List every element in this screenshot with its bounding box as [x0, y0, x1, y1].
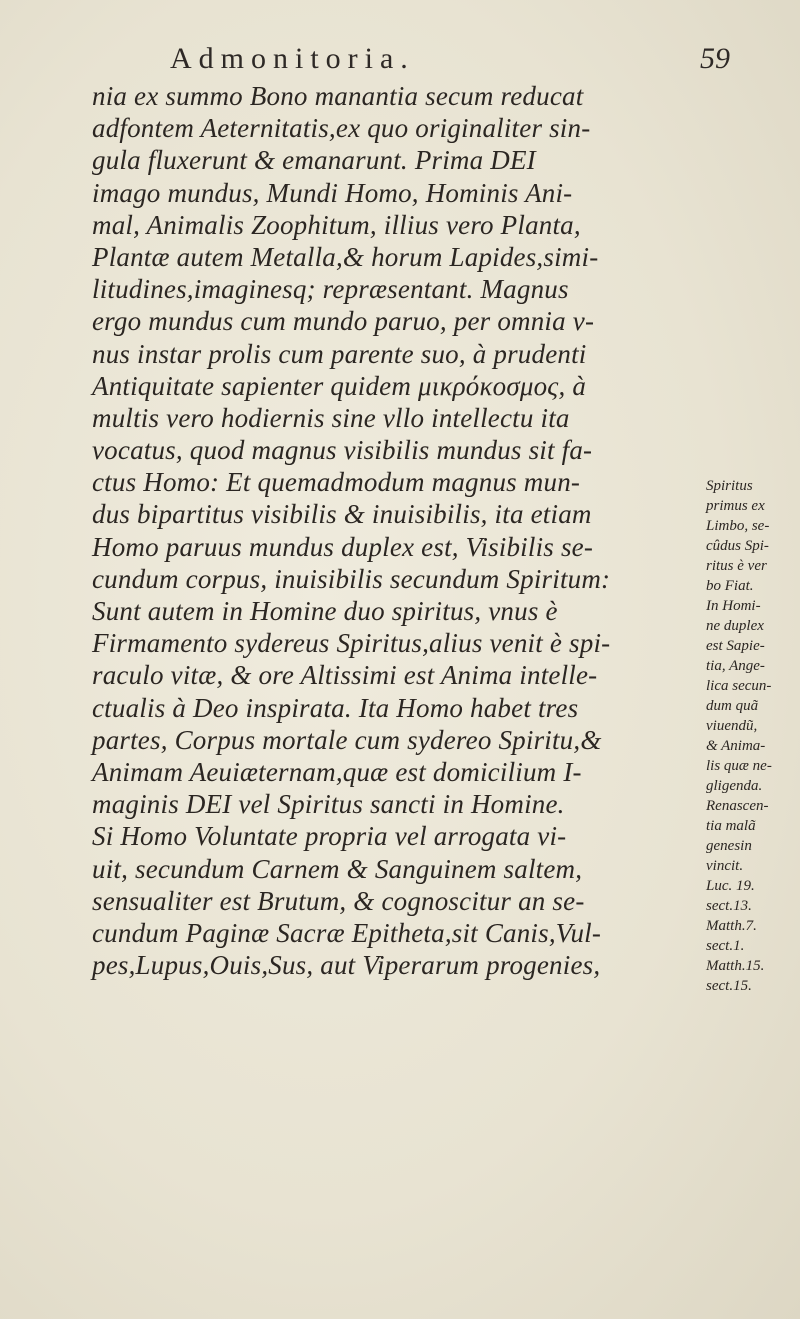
margin-note-line: sect.13. — [706, 898, 752, 914]
margin-note-line: Matth.7. — [706, 918, 757, 934]
running-head: Admonitoria. — [170, 42, 415, 75]
text-line: ergo mundus cum mundo paruo, per omnia v- — [92, 306, 595, 337]
margin-note-line: cûdus Spi- — [706, 538, 769, 554]
text-line: cundum corpus, inuisibilis secundum Spiritum: — [92, 563, 611, 594]
text-line: Firmamento sydereus Spiritus,alius venit è spi- — [92, 628, 611, 659]
text-line: nia ex summo Bono manantia secum reducat — [92, 81, 584, 111]
margin-note-line: gligenda. — [706, 778, 763, 794]
margin-note-line: primus ex — [706, 498, 765, 514]
margin-note-line: In Homi- — [706, 598, 761, 614]
text-line: ctus Homo: Et quemadmodum magnus mun- — [92, 467, 581, 498]
text-line: mal, Animalis Zoophitum, illius vero Planta, — [92, 209, 581, 240]
margin-note-line: ritus è ver — [706, 558, 767, 574]
text-line: Antiquitate sapienter quidem μικρόκοσμος, à — [92, 370, 587, 401]
text-line: dus bipartitus visibilis & inuisibilis, ita etiam — [92, 499, 592, 530]
text-line: vocatus, quod magnus visibilis mundus sit fa- — [92, 435, 593, 466]
text-line: raculo vitæ, & ore Altissimi est Anima intelle- — [92, 660, 598, 691]
margin-note-line: sect.15. — [706, 978, 752, 994]
text-line: maginis DEI vel Spiritus sancti in Homine. — [92, 789, 565, 820]
margin-note-line: lis quæ ne- — [706, 758, 772, 774]
margin-note-line: & Anima- — [706, 738, 766, 754]
text-line: partes, Corpus mortale cum sydereo Spiritu,& — [92, 724, 602, 755]
margin-note-line: vincit. — [706, 858, 744, 874]
text-line: Plantæ autem Metalla,& horum Lapides,simi- — [92, 241, 599, 272]
text-line: Animam Aeuiæternam,quæ est domicilium I- — [92, 756, 582, 787]
margin-note-line: sect.1. — [706, 938, 745, 954]
margin-note-line: tia malã — [706, 818, 756, 834]
text-line: Sunt autem in Homine duo spiritus, vnus è — [92, 596, 558, 626]
margin-note-line: Matth.15. — [706, 958, 765, 974]
page-number: 59 — [700, 42, 730, 75]
margin-note-line: bo Fiat. — [706, 578, 754, 594]
text-line: uit, secundum Carnem & Sanguinem saltem, — [92, 853, 583, 884]
main-text-block — [92, 80, 712, 981]
page-header — [170, 42, 730, 82]
text-line: litudines,imaginesq; repræsentant. Magnus — [92, 274, 569, 305]
margin-note-line: Luc. 19. — [706, 878, 755, 894]
margin-note-line: lica secun- — [706, 678, 772, 694]
margin-note-line: est Sapie- — [706, 638, 765, 654]
text-line: sensualiter est Brutum, & cognoscitur an se- — [92, 885, 585, 916]
margin-note-line: Spiritus — [706, 478, 753, 494]
margin-note-line: dum quã — [706, 698, 759, 714]
text-line: gula fluxerunt & emanarunt. Prima DEI — [92, 145, 536, 176]
margin-note-line: genesin — [706, 838, 752, 854]
text-line: adfontem Aeternitatis,ex quo originaliter sin- — [92, 113, 591, 144]
text-line: nus instar prolis cum parente suo, à prudenti — [92, 338, 587, 369]
margin-note-line: viuendũ, — [706, 718, 758, 734]
text-line: cundum Paginæ Sacræ Epitheta,sit Canis,Vul- — [92, 917, 602, 948]
text-line: imago mundus, Mundi Homo, Hominis Ani- — [92, 177, 573, 208]
margin-note-line: Renascen- — [706, 798, 769, 814]
marginal-notes — [706, 476, 796, 996]
text-line: pes,Lupus,Ouis,Sus, aut Viperarum progenies, — [92, 950, 601, 981]
text-line: Si Homo Voluntate propria vel arrogata vi- — [92, 821, 567, 852]
margin-note-line: ne duplex — [706, 618, 764, 634]
text-line: ctualis à Deo inspirata. Ita Homo habet tres — [92, 692, 579, 723]
text-line: multis vero hodiernis sine vllo intellectu ita — [92, 402, 570, 433]
margin-note-line: Limbo, se- — [706, 518, 770, 534]
text-line: Homo paruus mundus duplex est, Visibilis se- — [92, 531, 594, 562]
margin-note-line: tia, Ange- — [706, 658, 765, 674]
